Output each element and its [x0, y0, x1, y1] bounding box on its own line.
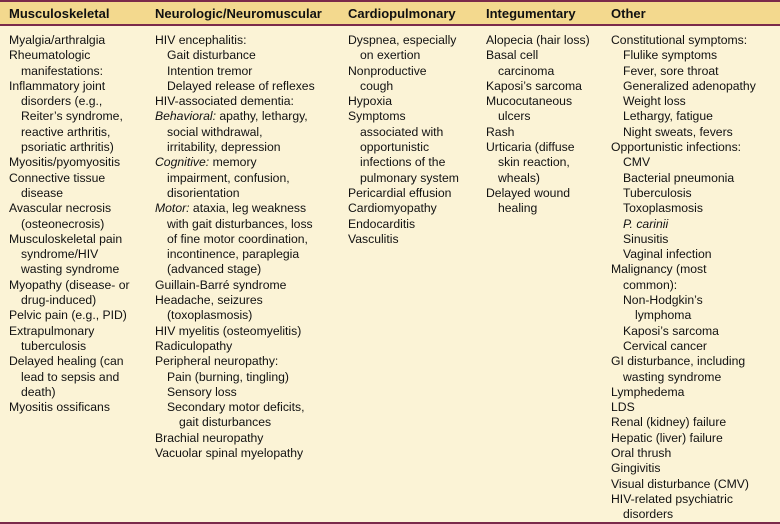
list-item: Renal (kidney) failure	[611, 415, 727, 430]
list-item: Alopecia (hair loss)	[486, 33, 590, 47]
list-item: Dyspnea, especially	[348, 33, 457, 47]
list-item: Malignancy (most	[611, 262, 707, 277]
header-neurologic: Neurologic/Neuromuscular	[155, 6, 322, 21]
list-item: (toxoplasmosis)	[167, 308, 253, 323]
list-item: Guillain-Barré syndrome	[155, 277, 287, 292]
list-item: Endocarditis	[348, 216, 416, 231]
list-item: irritability, depression	[167, 140, 281, 155]
list-item: Generalized adenopathy	[623, 78, 756, 93]
list-item: Kaposi’s sarcoma	[623, 323, 719, 338]
list-item: opportunistic	[360, 140, 430, 155]
list-item-lead: Cognitive:	[155, 155, 210, 170]
list-item: Gingivitis	[611, 461, 661, 476]
list-item: Gait disturbance	[167, 48, 256, 63]
list-item: Delayed release of reflexes	[167, 78, 315, 93]
list-item: infections of the	[360, 155, 446, 170]
list-item: Intention tremor	[167, 63, 253, 78]
list-item: skin reaction,	[498, 155, 570, 170]
list-item: HIV myelitis (osteomyelitis)	[155, 323, 302, 338]
list-item: Connective tissue	[9, 170, 106, 185]
list-item: impairment, confusion,	[167, 170, 290, 185]
list-item: Basal cell	[486, 48, 539, 63]
list-item: gait disturbances	[179, 415, 272, 430]
list-item: lead to sepsis and	[21, 369, 120, 384]
list-item: Lymphedema	[611, 384, 685, 399]
list-item: tuberculosis	[21, 338, 87, 353]
list-item: Non-Hodgkin’s	[623, 293, 703, 308]
list-item: GI disturbance, including	[611, 354, 746, 369]
column-other	[611, 33, 756, 523]
header-musculoskeletal: Musculoskeletal	[9, 6, 110, 21]
list-item: Rash	[486, 124, 515, 139]
list-item-rest: ataxia, leg weakness	[189, 201, 307, 216]
header-cardiopulmonary: Cardiopulmonary	[348, 6, 456, 21]
list-item: P. carinii	[623, 216, 669, 231]
header-other: Other	[611, 6, 646, 21]
list-item: reactive arthritis,	[21, 124, 111, 139]
list-item: cough	[360, 78, 394, 93]
list-item: (osteonecrosis)	[21, 216, 105, 231]
list-item: Secondary motor deficits,	[167, 400, 305, 415]
list-item: Flulike symptoms	[623, 48, 718, 63]
list-item	[155, 201, 315, 216]
list-item: disorders	[623, 507, 674, 522]
list-item: Extrapulmonary	[9, 323, 95, 338]
list-item	[155, 155, 315, 170]
list-item: Pericardial effusion	[348, 185, 452, 200]
column-musculoskeletal	[9, 33, 130, 415]
list-item: Headache, seizures	[155, 293, 263, 308]
header-integumentary: Integumentary	[486, 6, 576, 21]
list-item: Symptoms	[348, 109, 406, 124]
list-item: Musculoskeletal pain	[9, 231, 123, 246]
list-item: with gait disturbances, loss	[167, 216, 313, 231]
list-item: Reiter’s syndrome,	[21, 109, 123, 124]
list-item: Avascular necrosis	[9, 201, 112, 216]
list-item: Toxoplasmosis	[623, 201, 703, 216]
list-item: Peripheral neuropathy:	[155, 354, 279, 369]
list-item: wheals)	[498, 170, 540, 185]
list-item: Hypoxia	[348, 94, 393, 109]
list-item: social withdrawal,	[167, 124, 263, 139]
column-cardiopulmonary	[348, 33, 459, 247]
list-item: Myositis/pyomyositis	[9, 155, 121, 170]
list-item: death)	[21, 384, 56, 399]
list-item: Vaginal infection	[623, 247, 712, 262]
list-item: Rheumatologic	[9, 48, 91, 63]
list-item: Sensory loss	[167, 384, 237, 399]
list-item-rest: memory	[209, 155, 257, 170]
list-item: Urticaria (diffuse	[486, 140, 575, 155]
list-item: HIV encephalitis:	[155, 33, 247, 47]
list-item-lead: Behavioral:	[155, 109, 216, 124]
list-item: Night sweats, fevers	[623, 124, 733, 139]
list-item: manifestations:	[21, 63, 103, 78]
list-item: drug-induced)	[21, 293, 97, 308]
list-item: on exertion	[360, 48, 421, 63]
list-item: disorientation	[167, 185, 240, 200]
list-item: Myositis ossificans	[9, 400, 110, 415]
list-item: ulcers	[498, 109, 531, 124]
list-item: Delayed wound	[486, 185, 571, 200]
list-item: Bacterial pneumonia	[623, 170, 735, 185]
list-item: Tuberculosis	[623, 185, 692, 200]
list-item: Inflammatory joint	[9, 78, 106, 93]
column-neurologic	[155, 33, 315, 461]
list-item: Hepatic (liver) failure	[611, 430, 723, 445]
table-header	[0, 2, 780, 26]
list-item: wasting syndrome	[21, 262, 120, 277]
column-integumentary	[486, 33, 590, 217]
list-item: Myopathy (disease- or	[9, 277, 130, 292]
list-item: pulmonary system	[360, 170, 459, 185]
list-item: syndrome/HIV	[21, 247, 99, 262]
list-item: Brachial neuropathy	[155, 430, 264, 445]
list-item: Vacuolar spinal myelopathy	[155, 446, 304, 461]
list-item: Sinusitis	[623, 231, 669, 246]
list-item: HIV-associated dementia:	[155, 94, 294, 109]
list-item: Oral thrush	[611, 446, 672, 461]
list-item: Weight loss	[623, 94, 686, 109]
list-item	[155, 109, 315, 124]
list-item: (advanced stage)	[167, 262, 262, 277]
list-item: associated with	[360, 124, 444, 139]
list-item: Constitutional symptoms:	[611, 33, 748, 47]
list-item: Nonproductive	[348, 63, 427, 78]
list-item: common):	[623, 277, 678, 292]
list-item-lead: Motor:	[155, 201, 190, 216]
list-item: Myalgia/arthralgia	[9, 33, 106, 47]
list-item: disease	[21, 185, 64, 200]
list-item: Pelvic pain (e.g., PID)	[9, 308, 127, 323]
list-item: incontinence, paraplegia	[167, 247, 300, 262]
list-item: Visual disturbance (CMV)	[611, 476, 749, 491]
list-item: Mucocutaneous	[486, 94, 573, 109]
list-item: Radiculopathy	[155, 338, 233, 353]
list-item: LDS	[611, 400, 635, 415]
list-item: HIV-related psychiatric	[611, 491, 733, 506]
list-item: CMV	[623, 155, 651, 170]
list-item: Pain (burning, tingling)	[167, 369, 289, 384]
list-item: Cardiomyopathy	[348, 201, 437, 216]
list-item: psoriatic arthritis)	[21, 140, 114, 155]
list-item: wasting syndrome	[623, 369, 722, 384]
list-item: of fine motor coordination,	[167, 231, 308, 246]
list-item: Lethargy, fatigue	[623, 109, 713, 124]
list-item: Delayed healing (can	[9, 354, 124, 369]
list-item: healing	[498, 201, 538, 216]
list-item: Vasculitis	[348, 231, 399, 246]
list-item: disorders (e.g.,	[21, 94, 103, 109]
list-item: lymphoma	[635, 308, 692, 323]
list-item: Kaposi’s sarcoma	[486, 78, 582, 93]
list-item: Cervical cancer	[623, 338, 707, 353]
list-item: Fever, sore throat	[623, 63, 719, 78]
list-item: Opportunistic infections:	[611, 140, 742, 155]
list-item-rest: apathy, lethargy,	[215, 109, 308, 124]
list-item: carcinoma	[498, 63, 555, 78]
